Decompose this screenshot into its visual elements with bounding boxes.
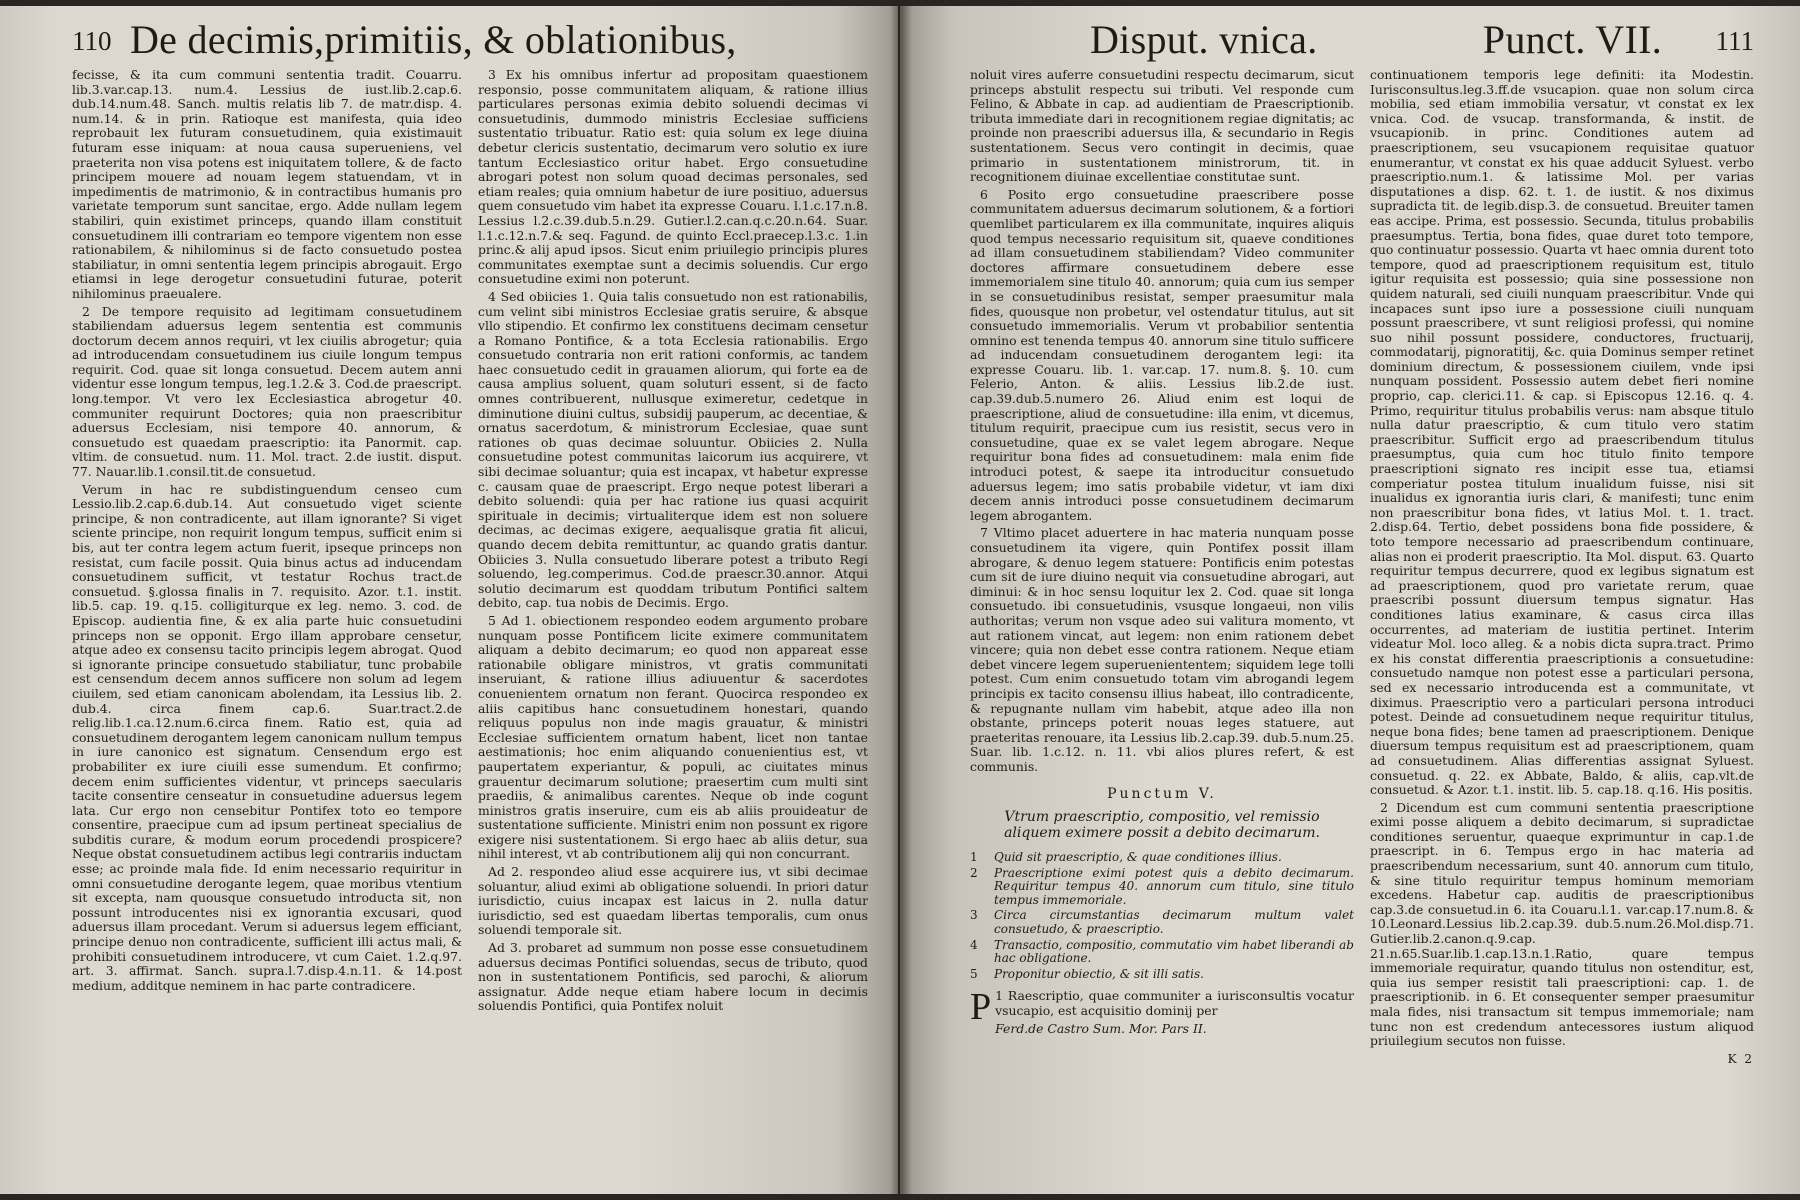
- paragraph: Verum in hac re subdistinguendum censeo cum Lessio.lib.2.cap.6.dub.14. Aut consuetudo viget sciente principe, & non contradicente, aut illam ignorante? Si viget sciente principe, non requirit longum tempus, sufficit enim si bis, aut ter contra legem actum fuerit, ipseque princeps non resistat, cum facile possit. Quia binus actus ad inducendam consuetudinem sufficit, vt testatur Rochus tract.de consuetud. §.glossa finalis in 7. requisito. Azor. t.1. instit. lib.5. cap. 19. q.15. colligiturque ex leg. nemo. 3. cod. de Episcop. audientia fine, & ex alia parte huic consuetudini princeps non se opponit. Ergo illam approbare censetur, atque adeo ex consensu tacito principis legem abrogat. Quod si ignorante principe consuetudo stabiliatur, tunc probabile est censendum decem annos sufficere non solum ad legem ciuilem, sed etiam canonicam abolendam, ita Lessius lib. 2. dub.4. circa finem cap.6. Suar.tract.2.de relig.lib.1.ca.12.num.6.circa finem. Ratio est, quia ad consuetudinem derogantem legem canonicam nullum tempus in iure canonico est signatum. Censendum ergo est probabiliter ex iure ciuili esse sumendum. Et confirmo; decem enim sufficientes videntur, vt princeps saecularis tacite consentire censeatur in consuetudine aduersus legem lata. Cur ergo non censebitur Pontifex toto eo tempore consentire, praecipue cum ad ipsum pertineat specialius de subditis curare, & modum eorum procedendi prospicere? Neque obstat consuetudinem actibus legi contrariis inductam esse; ac proinde mala fide. Id enim necessario requiritur in omni consuetudine derogante legem, quae moribus vtentium sit excepta, nam quousque consuetudo introducta sit, non possunt introducentes nisi ex ignorantia excusari, quod aduersus illam procedant. Verum si aduersus legem efficiant, principe denuo non contradicente, sufficient illi actus mali, & prohibiti consuetudinem introducere, vt cum Caiet. 1.2.q.97. art. 3. affirmat. Sanch. supra.l.7.disp.4.n.11. & 14.post medium, additque neminem in hac parte contradicere.: [72, 481, 462, 993]
- summary-item: [970, 968, 1354, 982]
- paragraph: 2 Dicendum est cum communi sententia praescriptione eximi posse aliquem a debito decimarum, si supradictae conditiones seruentur, quaeque exprimuntur in cap.1.de praescript. in 6. Tempus ergo in hac materia ad praescribendum necessarium, sunt 40. annorum cum titulo, & sine titulo requiritur tempus hominum memoriam excedens. Habetur cap. auditis de praescriptionibus cap.3.de consuetud.in 6. ita Couaru.l.1. var.cap.17.num.8. & 10.Leonard.Lessius lib.2.cap.39. dub.5.num.26.Mol.disp.71. Gutier.lib.2.canon.q.9.cap. 21.n.65.Suar.lib.1.cap.13.n.1.Ratio, quare tempus immemoriale requiratur, quando titulus non ostenditur, est, quia ius semper resistit tali praescriptioni: cap. 1. de praescriptionib. in 6. Et consequenter semper praesumitur mala fides, nisi transactum sit tempus immemoriale; nam tunc non est credendum antecessores iustum aliquod priuilegium secutos non fuisse.: [1370, 799, 1754, 1049]
- summary-text: Transactio, compositio, commutatio vim habet liberandi ab hac obligatione.: [994, 937, 1354, 966]
- paragraph: fecisse, & ita cum communi sententia tradit. Couarru. lib.3.var.cap.13. num.4. Lessius de iust.lib.2.cap.6. dub.14.num.48. Sanch. multis relatis lib 7. de matr.disp. 4. num.14. & in prin. Ratioque est manifesta, quia ideo reprobauit lex futuram consuetudinem, quia existimauit futuram esse iniquam: at noua causa superueniens, vel praeterita non visa potens est iniquitatem tollere, & de facto principem mouere ad nouam legem statuendam, vt in impedimentis de matrimonio, & in contractibus humanis pro varietate temporum sunt sancitae, ergo. Adde nullam legem stabiliri, quin existimet princeps, quando illam constituit consuetudinem illi contrariam eo tempore vigentem non esse rationabilem, & nihilominus si de facto consuetudo postea stabiliatur, in omni sententia legem principis abrogauit. Ergo etiamsi in lege derogetur consuetudini futurae, poterit nihilominus praeualere.: [72, 68, 462, 301]
- summary-text: Proponitur obiectio, & sit illi satis.: [994, 966, 1204, 981]
- summary-number: 4: [970, 937, 978, 952]
- page-number: 110: [72, 26, 112, 56]
- right-page-columns: [970, 68, 1754, 1178]
- summary-item: [970, 909, 1354, 936]
- paragraph: 7 Vltimo placet aduertere in hac materia nunquam posse consuetudinem ita vigere, quin Pontifex possit illam abrogare, & denuo legem statuere: Pontificis enim potestas cum sit de iure diuino nequit via consuetudine abrogari, aut diminui: & in hoc sensu loquitur lex 2. Cod. quae sit longa consuetudo. ibi consuetudinis, vsusque longaeui, non vilis authoritas; verum non vsque adeo sui valitura momento, vt aut rationem vincat, aut legem: non enim rationem debet vincere; quia non debet esse contra rationem. Neque etiam debet vincere legem superueniententem; siquidem lege tolli potest. Cum enim consuetudo totam vim abrogandi legem principis ex tacito consensu illius habeat, illo contradicente, & repugnante nullam vim habebit, atque adeo illa non obstante, princeps poterit nouas leges statuere, aut praeteritas renouare, ita Lessius lib.2.cap.39. dub.5.num.25. Suar. lib. 1.c.12. n. 11. vbi alios plures refert, & est communis.: [970, 525, 1354, 774]
- summary-number: 5: [970, 966, 978, 981]
- running-head: De decimis,primitiis, & oblationibus,: [130, 17, 737, 62]
- section-title: Vtrum praescriptio, compositio, vel remissio aliquem eximere possit a debito decimarum.: [1004, 809, 1320, 842]
- summary-number: 3: [970, 908, 978, 923]
- paragraph: 4 Sed obiicies 1. Quia talis consuetudo non est rationabilis, cum velint sibi ministros Ecclesiae gratis seruire, & absque vllo stipendio. Et confirmo lex constituens decimam censetur a Romano Pontifice, & a tota Ecclesia rationabilis. Ergo consuetudo contraria non erit rationi conformis, ac tandem haec consuetudo cedit in grauamen aliorum, qui forte ea de causa amplius soluent, quam soluturi essent, si de facto omnes contribuerent, nullusque eximeretur, cedetque in diminutione diuini cultus, subsidij pauperum, ac decentiae, & ornatus sacerdotum, & ministrorum Ecclesiae, quae sunt rationes ob quas decimae soluuntur. Obiicies 2. Nulla consuetudine potest communitas laicorum ius acquirere, vt sibi decimae soluantur; quia est incapax, vt habetur expresse c. causam quae de praescript. Ergo neque potest liberari a debito soluendi: quia per hac ratione ius quasi acquirit spirituale in decimis; virtualiterque idem est non soluere decimas, ac decimas exigere, aequalisque gratia fit alicui, quando decem debita remittuntur, ac quando gratis dantur. Obiicies 3. Nulla consuetudo liberare potest a tributo Regi soluendo, leg.comperimus. Cod.de praescr.30.annor. Atqui solutio decimarum est quoddam tributum Pontifici saltem debito, cap. tua nobis de Decimis. Ergo.: [478, 288, 868, 611]
- paragraph-number: 1: [995, 988, 1004, 1004]
- left-page: [0, 6, 898, 1194]
- text-column-1: [970, 68, 1354, 1178]
- summary-text: Praescriptione eximi potest quis a debito decimarum. Requiritur tempus 40. annorum cum titulo, sine titulo tempus immemoriale.: [994, 865, 1354, 907]
- section-summary: [970, 851, 1354, 981]
- paragraph: 2 De tempore requisito ad legitimam consuetudinem stabiliendam aduersus legem sententia est communis doctorum decem annos requiri, vt lex ciuilis abrogetur; quia ad introducendam consuetudinem ius ciuile longum tempus requirit. Cod. quae sit longa consuetud. Decem autem anni videntur esse longum tempus, leg.1.2.& 3. Cod.de praescript. long.tempor. Vt vero lex Ecclesiastica abrogetur 40. communiter requirunt Doctores; quia non praescribitur aduersus Ecclesiam, nisi tempore 40. annorum, & consuetudo est quaedam praescriptio: ita Panormit. cap. vltim. de consuetud. num. 11. Mol. tract. 2.de iustit. disput. 77. Nauar.lib.1.consil.tit.de consuetud.: [72, 303, 462, 480]
- summary-number: 2: [970, 865, 978, 880]
- left-page-header: [72, 16, 868, 60]
- paragraph: 6 Posito ergo consuetudine praescribere posse communitatem aduersus decimarum solutionem, & a fortiori quemlibet particularem ex illa communitate, inquires aliquis quod tempus necessario requisitum sit, quaeve conditiones ad illam consuetudinem stabiliendam? Video communiter doctores affirmare consuetudinem debere esse immemorialem sine titulo 40. annorum; quia cum ius semper in se consuetudinibus resistat, semper praesumitur mala fides, quousque non probetur, vel ostendatur titulus, aut sit consuetudo immemorialis. Verum vt probabilior sententia omnino est tenenda tempus 40. annorum sine titulo sufficere ad inducendam consuetudinem derogantem legi: ita expresse Couaru. lib. 1. var.cap. 17. num.8. §. 10. cum Felerio, Anton. & aliis. Lessius lib.2.de iust. cap.39.dub.5.numero 26. Aliud enim est loqui de praescriptione, aliud de consuetudine: illa enim, vt dicemus, titulum requirit, praecipue cum ius resistit, secus vero in consuetudine, quae ex se valet legem abrogare. Neque requiritur bona fides ad consuetudinem: mala enim fide introduci potest, & saepe ita introducitur consuetudo aduersus legem; imo satis probabile videtur, vt iam dixi decem annis introduci posse consuetudinem decimarum legem abrogantem.: [970, 186, 1354, 523]
- paragraph: continuationem temporis lege definiti: ita Modestin. Iurisconsultus.leg.3.ff.de vsucapion. quae non solum circa mobilia, sed etiam immobilia versatur, vt constat ex lex vnica. Cod. de vsucap. transformanda, & instit. de vsucapionib. in princ. Conditiones autem ad praescriptionem, seu vsucapionem requisitae quatuor enumerantur, vt constat ex his quae adducit Syluest. verbo praescriptio.num.1. & latissime Mol. per varias disputationes a disp. 62. t. 1. de iustit. & nos diximus supradicta tit. de legib.disp.3. de consuetud. Breuiter tamen eas accipe. Prima, est possessio. Secunda, titulus probabilis praesumptus. Tertia, bona fides, quae duret toto tempore, quo continuatur possessio. Quarta vt haec omnia durent toto tempore, quod ad praescriptionem requisitum est, titulo igitur requisita est possessio; quia sine possessione non quidem naturali, sed ciuili nunquam praescribitur. Vnde qui incapaces sunt ipso iure a possessione ciuili nunquam possunt praescribere, vt sunt religiosi professi, qui nomine suo nihil possunt possidere, conductores, fructuarij, commodatarij, pignoratitij, &c. quia Dominus semper retinet dominium directum, & possessionem ciuilem, vnde ipsi nunquam possident. Possessio autem debet fieri nomine proprio, cap. clerici.11. & cap. si Episcopus 12.16. q. 4. Primo, requiritur titulus probabilis verus: nam absque titulo nulla datur praescriptio, & cum titulo vero statim praescribitur. Sufficit ergo ad praescribendum titulus praesumptus, quia cum hoc titulo finito tempore praescriptioni signato res incipit esse tua, etiamsi comperiatur postea titulum inualidum fuisse, nisi sit inualidus ex ignorantia iuris clari, & manifesti; tunc enim non praescribitur bona fides, vt latius Mol. t. 1. tract. 2.disp.64. Tertio, debet possidens bona fide possidere, & toto tempore necessario ad praescribendum continuare, alias non ei proderit praescriptio. Ita Mol. disput. 63. Quarto requiritur tempus decurrere, quod ex legibus signatum est ad praescriptionem, quod pro varietate rerum, quae praescribi possunt diuersum tempus signatur. Has conditiones latius examinare, & casus circa illas occurrentes, ad materiam de iustitia pertinet. Interim videatur Mol. loco alleg. & a nobis dicta supra.tract. Primo ex his constat differentia praescriptionis a consuetudine: consuetudo namque non potest esse a particulari persona, sed ex necessario introducenda est a communitate, vt diximus. Praescriptio vero a particulari persona introduci potest. Deinde ad consuetudinem neque requiritur titulus, neque bona fides; bene tamen ad praescriptionem. Denique diuersum tempus requisitum est ad praescriptionem, quam ad consuetudinem. Alias differentias assignat Syluest. consuetud. q. 22. ex Abbate, Baldo, & aliis, cap.vlt.de consuetud. & Azor. t.1. instit. lib. 5. cap.18. q.16. His positis.: [1370, 68, 1754, 798]
- right-page: [900, 6, 1800, 1194]
- paragraph: 3 Ex his omnibus infertur ad propositam quaestionem responsio, posse communitatem aliquam, & ratione illius particulares personas eximia debito soluendi decimas vi consuetudinis, dummodo ministris Ecclesiae sufficiens sustentatio tribuatur. Ratio est: quia solum ex lege diuina debetur clericis sustentatio, decimarum vero solutio ex iure tantum Ecclesiastico oritur habet. Ergo consuetudine abrogari potest non solum quoad decimas personales, sed etiam reales; quia omnium habetur de iure positiuo, aduersus quem consuetudo vim habet ita expresse Couaru. l.1.c.17.n.8. Lessius l.2.c.39.dub.5.n.29. Gutier.l.2.can.q.c.20.n.64. Suar. l.1.c.12.n.7.& seq. Fagund. de quinto Eccl.praecep.l.3.c. 1.in princ.& alij apud ipsos. Sicut enim priuilegio principis plures communitates exemptae sunt a decimis soluendis. Cur ergo consuetudine eximi non poterunt.: [478, 68, 868, 287]
- summary-item: [970, 851, 1354, 865]
- running-head-center: Disput. vnica.: [1090, 17, 1318, 62]
- summary-item: [970, 939, 1354, 966]
- text-column-2: [478, 68, 868, 1178]
- section-heading: Punctum V.: [1107, 785, 1217, 802]
- paragraph: noluit vires auferre consuetudini respectu decimarum, sicut princeps abstulit respectu sui tributi. Vel responde cum Felino, & Abbate in cap. ad audientiam de Praescriptionib. tributa immediate dari in recognitionem regiae dignitatis; ac proinde non praescribi aduersus illa, & secundario in Regis sustentationem. Secus vero contingit in decimis, quae primario in sustentationem ministrorum, tit. in recognitionem diuinae excellentiae constitutae sunt.: [970, 68, 1354, 185]
- signature-mark: K 2: [1727, 1051, 1754, 1066]
- paragraph: Ad 3. probaret ad summum non posse esse consuetudinem aduersus decimas Pontifici soluendas, secus de tributo, quod non in sustentationem Pontificis, sed parochi, & aliorum assignatur. Adde neque etiam habere locum in decimis soluendis Pontifici, quia Pontifex noluit: [478, 940, 868, 1014]
- summary-number: 1: [970, 850, 978, 865]
- text-column-2: [1370, 68, 1754, 1178]
- paragraph: 5 Ad 1. obiectionem respondeo eodem argumento probare nunquam posse Pontificem licite eximere communitatem aliquam a debito decimarum; eo quod non appareat esse rationabile obligare ministros, vt gratis communitati inseruiant, & ratione illius adiuuentur & sacerdotes conuenientem ornatum non ferant. Quocirca respondeo ex aliis capitibus hanc consuetudinem honestari, quando reliquus populus non inde magis grauatur, & ministri Ecclesiae sufficientem ornatum habent, licet non tantae aestimationis; hoc enim aliquando conuenientius est, vt paupertatem experiantur, & populi, ac ciuitates minus grauentur decimarum solutione; praesertim cum multi sint praediis, & animalibus carentes. Neque ob inde cogunt ministros gratis inseruire, cum eis ab aliis prouideatur de sustentatione sufficiente. Ministri enim non possunt ex rigore exigere nisi sustentationem. Si ergo haec ab aliis detur, sua nihil interest, vt ab contributionem alij qui non concurrant.: [478, 612, 868, 862]
- page-number: 111: [1715, 26, 1754, 56]
- summary-text: Quid sit praescriptio, & quae conditiones illius.: [994, 850, 1282, 865]
- text-column-1: [72, 68, 462, 1178]
- footer-line: Ferd.de Castro Sum. Mor. Pars II.: [995, 1020, 1207, 1036]
- summary-text: Circa circumstantias decimarum multum valet consuetudo, & praescriptio.: [994, 908, 1354, 937]
- paragraph: Ad 2. respondeo aliud esse acquirere ius, vt sibi decimae soluantur, aliud eximi ab obligatione soluendi. In priori datur iurisdictio, cuius incapax est laicus in 2. nulla datur iurisdictio, sed est quaedam libertas temporalis, cum onus soluendi temporale sit.: [478, 864, 868, 938]
- left-page-columns: [72, 68, 868, 1178]
- book-gutter: [890, 0, 912, 1200]
- drop-cap: P: [970, 986, 992, 1029]
- summary-item: [970, 867, 1354, 908]
- opening-text: Raescriptio, quae communiter a iurisconsultis vocatur vsucapio, est acquisitio dominij per: [995, 988, 1354, 1019]
- running-head-right: Punct. VII.: [1482, 17, 1662, 62]
- right-page-header: [970, 16, 1754, 60]
